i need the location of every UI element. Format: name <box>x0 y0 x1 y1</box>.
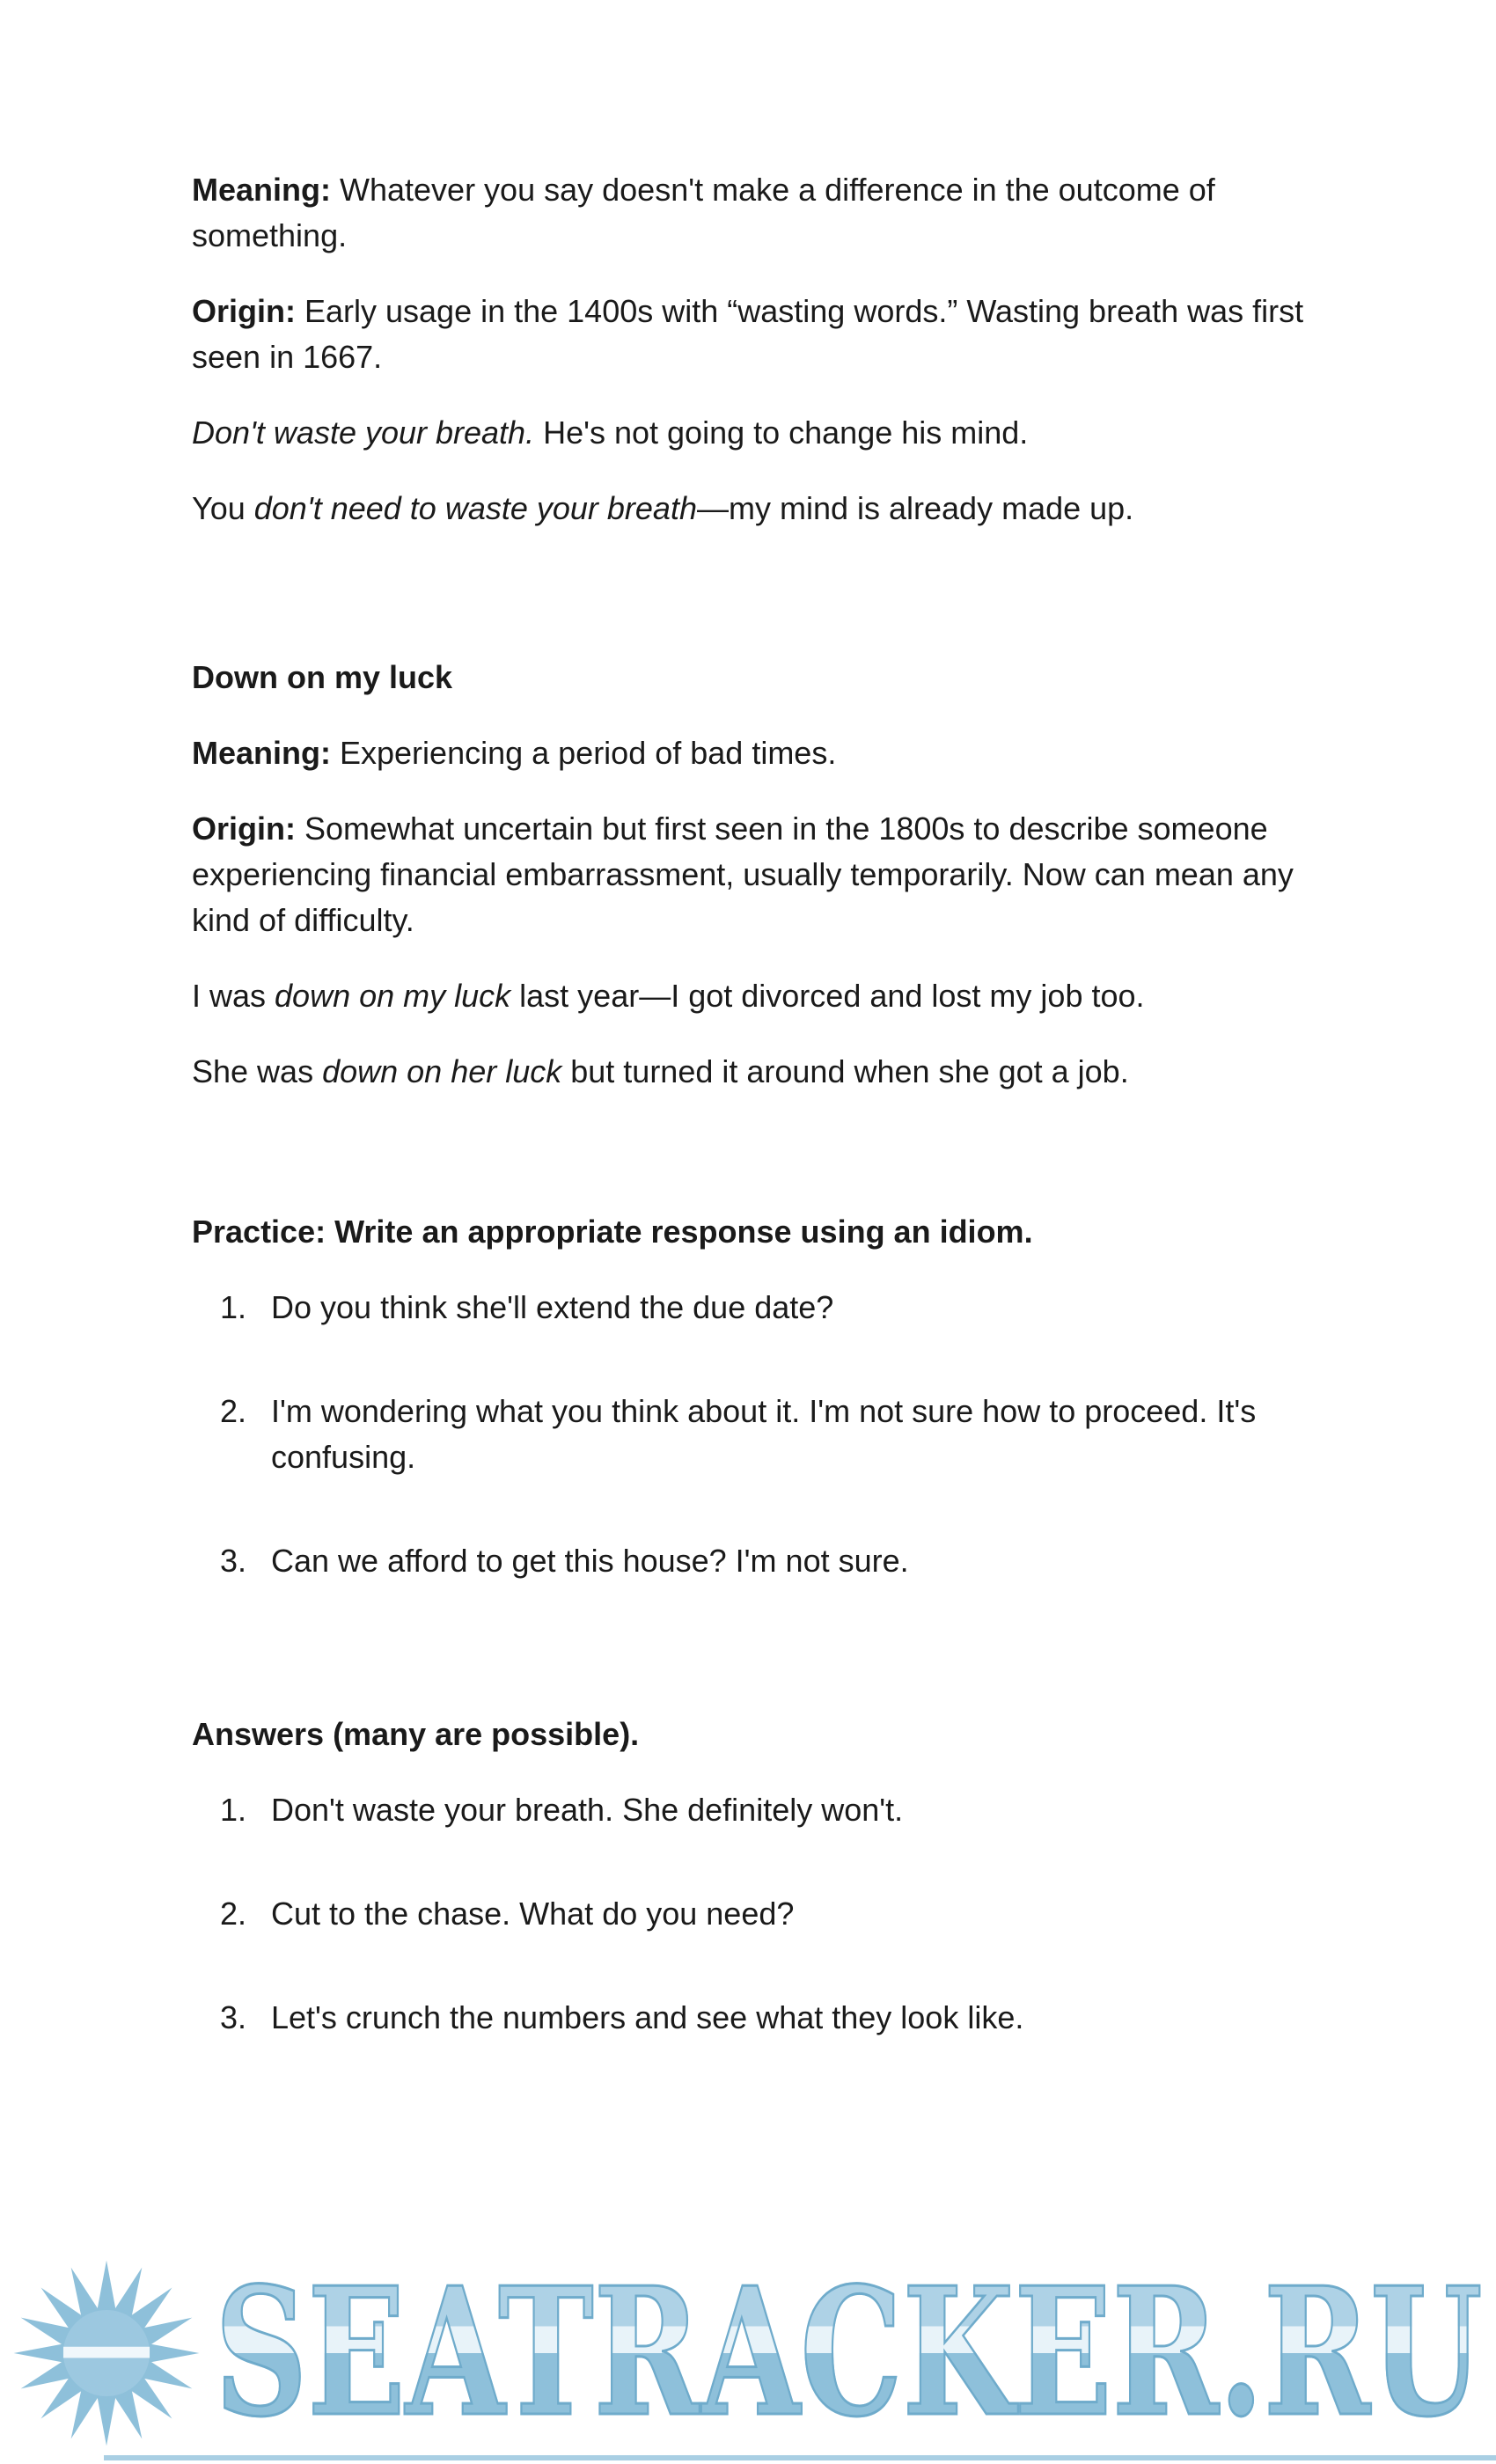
idiom-phrase: Don't waste your breath. <box>192 414 535 451</box>
item-number: 2. <box>220 1393 247 1429</box>
idiom1-origin-paragraph <box>192 289 1309 380</box>
example-text: last year—I got divorced and lost my job too. <box>510 978 1145 1014</box>
item-number: 1. <box>220 1792 247 1828</box>
idiom2-title: Down on my luck <box>192 659 453 695</box>
item-text: Do you think she'll extend the due date? <box>271 1289 834 1325</box>
idiom2-origin-paragraph <box>192 806 1309 943</box>
idiom1-meaning-paragraph <box>192 167 1309 259</box>
example-text: You <box>192 490 254 526</box>
example-text: I was <box>192 978 275 1014</box>
answer-item-3 <box>192 1995 1309 2041</box>
item-text: Don't waste your breath. She definitely won't. <box>271 1792 904 1828</box>
watermark-text: SEATRACKER.RU <box>215 2249 1483 2456</box>
item-text: Can we afford to get this house? I'm not sure. <box>271 1543 909 1579</box>
idiom2-meaning-paragraph <box>192 730 1309 776</box>
example-text: —my mind is already made up. <box>696 490 1134 526</box>
idiom-phrase: down on her luck <box>322 1053 562 1089</box>
origin-label: Origin: <box>192 293 296 329</box>
meaning-label: Meaning: <box>192 735 331 771</box>
idiom2-example-2 <box>192 1049 1309 1095</box>
practice-item-2 <box>192 1389 1309 1480</box>
item-text: I'm wondering what you think about it. I'm not sure how to proceed. It's confusing. <box>271 1393 1257 1475</box>
meaning-label: Meaning: <box>192 172 331 208</box>
origin-label: Origin: <box>192 810 296 847</box>
answer-item-1 <box>192 1787 1309 1833</box>
origin-text: Somewhat uncertain but first seen in the 1800s to describe someone experiencing financial embarrassment, usually temporarily. Now can mean any kind of difficulty. <box>192 810 1294 938</box>
item-number: 3. <box>220 1543 247 1579</box>
meaning-text: Whatever you say doesn't make a difference in the outcome of something. <box>192 172 1215 253</box>
item-text: Let's crunch the numbers and see what they look like. <box>271 1999 1024 2035</box>
answer-item-2 <box>192 1891 1309 1937</box>
practice-heading: Practice: Write an appropriate response using an idiom. <box>192 1214 1033 1250</box>
idiom-phrase: don't need to waste your breath <box>253 490 697 526</box>
answers-list <box>192 1787 1309 2041</box>
watermark <box>11 2249 1496 2456</box>
origin-text: Early usage in the 1400s with “wasting words.” Wasting breath was first seen in 1667. <box>192 293 1304 375</box>
watermark-underline <box>104 2455 1496 2460</box>
answers-heading: Answers (many are possible). <box>192 1716 640 1752</box>
document-body <box>192 167 1309 2099</box>
example-text: but turned it around when she got a job. <box>561 1053 1129 1089</box>
example-text: She was <box>192 1053 323 1089</box>
idiom1-example-1 <box>192 410 1309 456</box>
idiom2-example-1 <box>192 973 1309 1019</box>
item-number: 3. <box>220 1999 247 2035</box>
practice-item-3 <box>192 1538 1309 1584</box>
idiom-phrase: down on my luck <box>275 978 511 1014</box>
meaning-text: Experiencing a period of bad times. <box>331 735 837 771</box>
example-text: He's not going to change his mind. <box>534 414 1029 451</box>
item-number: 2. <box>220 1896 247 1932</box>
sun-icon <box>11 2257 202 2449</box>
practice-item-1 <box>192 1285 1309 1331</box>
item-number: 1. <box>220 1289 247 1325</box>
idiom1-example-2 <box>192 486 1309 532</box>
practice-list <box>192 1285 1309 1584</box>
item-text: Cut to the chase. What do you need? <box>271 1896 795 1932</box>
